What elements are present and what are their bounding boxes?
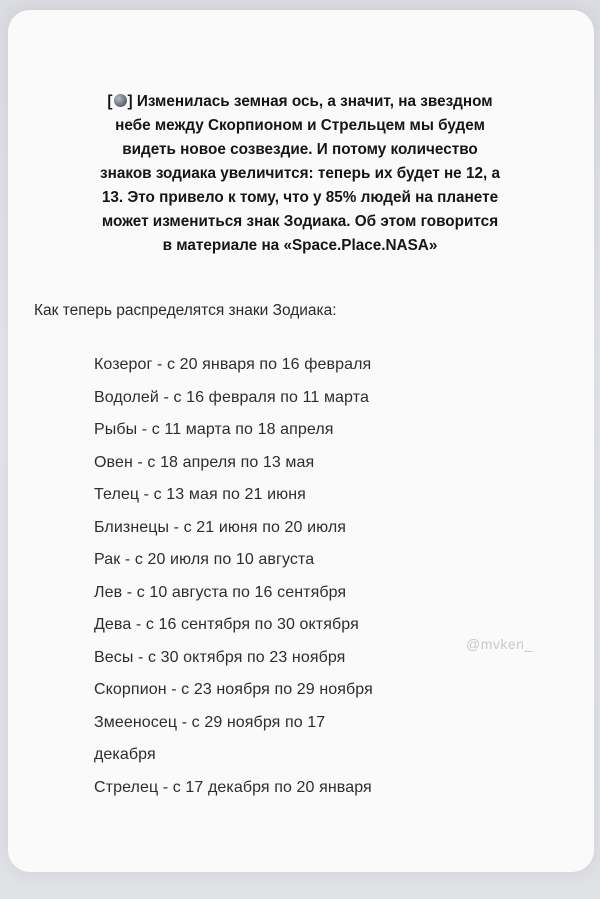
zodiac-subheading: Как теперь распределятся знаки Зодиака:	[34, 302, 337, 319]
headline-line: может измениться знак Зодиака. Об этом говорится	[101, 213, 499, 230]
zodiac-item: Близнецы - с 21 июня по 20 июля	[94, 518, 347, 536]
headline-line: видеть новое созвездие. И потому количество	[122, 141, 478, 158]
zodiac-item: Рыбы - с 11 марта по 18 апреля	[94, 421, 334, 438]
zodiac-item: Стрелец - с 17 декабря по 20 января	[94, 778, 372, 796]
headline-line: 13. Это привело к тому, что у 85% людей на планете	[101, 189, 499, 206]
zodiac-item: Рак - с 20 июля по 10 августа	[94, 551, 315, 568]
zodiac-item: Весы - с 30 октября по 23 ноября	[94, 648, 346, 666]
zodiac-item: Дева - с 16 сентября по 30 октября	[94, 616, 359, 633]
headline-line	[6, 90, 594, 114]
headline-line: знаков зодиака увеличится: теперь их будет не 12, а	[100, 165, 500, 182]
headline-bracket: [	[107, 93, 113, 110]
watermark: @mvken_	[466, 636, 533, 652]
zodiac-item: Змееносец - с 29 ноября по 17	[94, 713, 326, 731]
post-headline	[6, 90, 594, 258]
zodiac-item: Лев - с 10 августа по 16 сентября	[94, 583, 347, 601]
zodiac-item-continuation: декабря	[94, 746, 156, 763]
zodiac-item: Козерог - с 20 января по 16 февраля	[94, 356, 372, 373]
headline-line-text: ] Изменилась земная ось, а значит, на звездном	[127, 93, 493, 110]
headline-line: в материале на «Space.Place.NASA»	[162, 237, 438, 254]
headline-line: небе между Скорпионом и Стрельцем мы будем	[115, 117, 485, 134]
zodiac-item: Телец - с 13 мая по 21 июня	[94, 486, 306, 503]
zodiac-item: Скорпион - с 23 ноября по 29 ноября	[94, 681, 373, 698]
zodiac-item: Водолей - с 16 февраля по 11 марта	[94, 388, 369, 406]
zodiac-item: Овен - с 18 апреля по 13 мая	[94, 453, 315, 471]
moon-icon	[114, 94, 127, 107]
zodiac-list	[94, 349, 514, 804]
